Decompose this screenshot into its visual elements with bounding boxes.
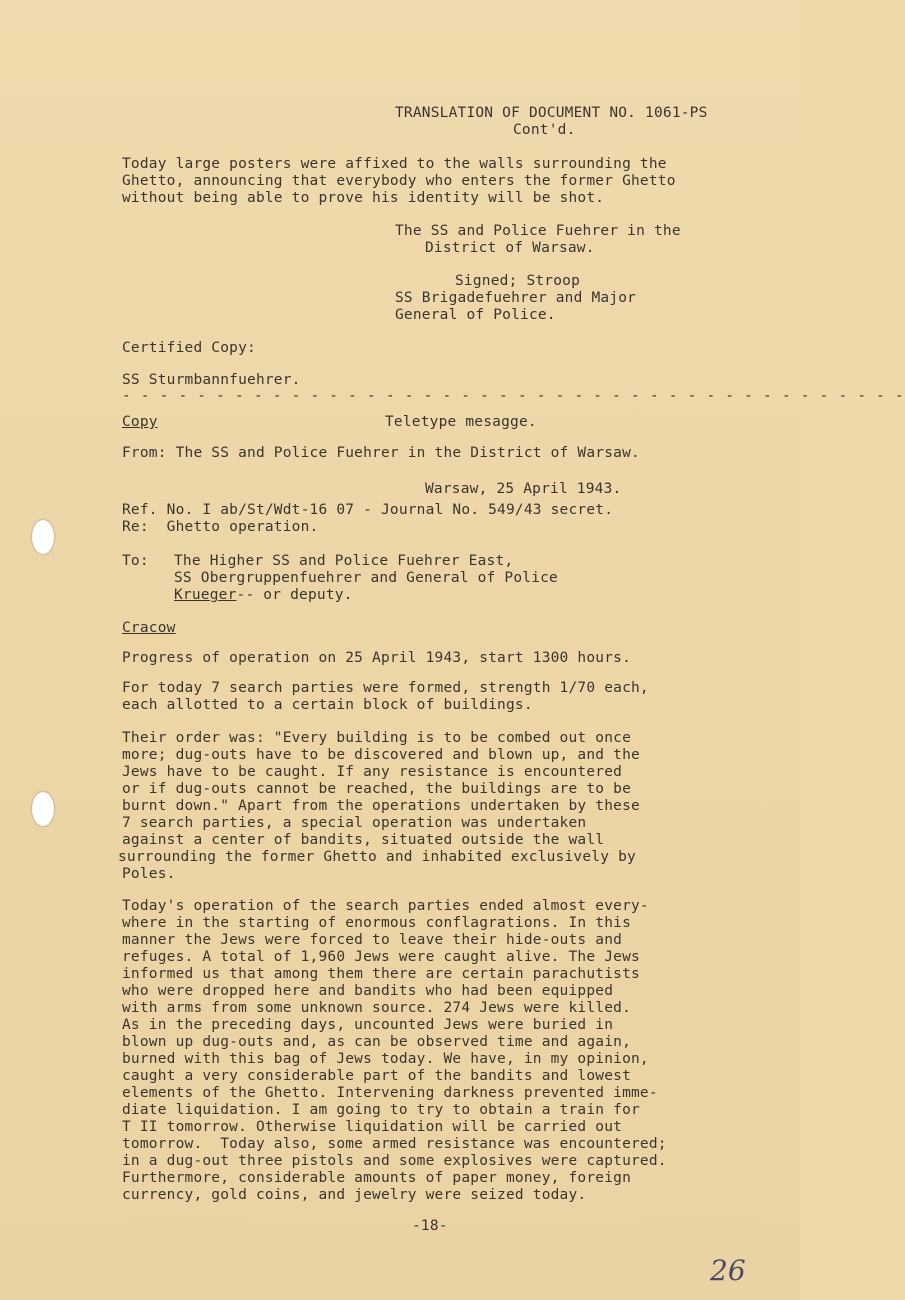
certified-copy: Certified Copy: bbox=[122, 340, 256, 356]
paragraph-line: elements of the Ghetto. Intervening darkness prevented imme- bbox=[122, 1085, 658, 1101]
recipient-name: Krueger bbox=[174, 587, 237, 603]
handwritten-folio bbox=[708, 1252, 752, 1286]
date-line: Warsaw, 25 April 1943. bbox=[425, 481, 622, 497]
paragraph-line: Their order was: "Every building is to be combed out once bbox=[122, 730, 631, 746]
intro-line: without being able to prove his identity will be shot. bbox=[122, 190, 605, 206]
paragraph-line: refuges. A total of 1,960 Jews were caught alive. The Jews bbox=[122, 949, 640, 965]
recipient-name-line bbox=[174, 587, 353, 604]
paragraph-line: with arms from some unknown source. 274 Jews were killed. bbox=[122, 1000, 631, 1016]
punch-hole bbox=[32, 520, 54, 554]
from-line: From: The SS and Police Fuehrer in the District of Warsaw. bbox=[122, 445, 640, 461]
paragraph-line: more; dug-outs have to be discovered and blown up, and the bbox=[122, 747, 640, 763]
signature-line: SS Brigadefuehrer and Major bbox=[395, 290, 637, 306]
paragraph-line: 7 search parties, a special operation was undertaken bbox=[122, 815, 587, 831]
recipient-line: SS Obergruppenfuehrer and General of Police bbox=[174, 570, 558, 586]
handwritten-folio-text: 26 bbox=[710, 1254, 746, 1287]
paragraph-line: burned with this bag of Jews today. We have, in my opinion, bbox=[122, 1051, 649, 1067]
paragraph-line: against a center of bandits, situated outside the wall bbox=[122, 832, 605, 848]
paragraph-line: in a dug-out three pistols and some explosives were captured. bbox=[122, 1153, 667, 1169]
paragraph-line: surrounding the former Ghetto and inhabited exclusively by bbox=[118, 849, 636, 865]
paragraph-line: tomorrow. Today also, some armed resistance was encountered; bbox=[122, 1136, 667, 1152]
teletype-heading: Teletype mesagge. bbox=[385, 414, 537, 430]
paragraph-line: Poles. bbox=[122, 866, 176, 882]
punch-hole bbox=[32, 792, 54, 826]
place-line: Cracow bbox=[122, 620, 176, 636]
paragraph-line: caught a very considerable part of the bandits and lowest bbox=[122, 1068, 631, 1084]
paragraph-line: informed us that among them there are certain parachutists bbox=[122, 966, 640, 982]
paragraph-line: T II tomorrow. Otherwise liquidation will be carried out bbox=[122, 1119, 623, 1135]
page-number: -18- bbox=[412, 1218, 448, 1234]
progress-line: Progress of operation on 25 April 1943, start 1300 hours. bbox=[122, 650, 631, 666]
paragraph-line: blown up dug-outs and, as can be observed time and again, bbox=[122, 1034, 631, 1050]
paragraph-line: where in the starting of enormous conflagrations. In this bbox=[122, 915, 631, 931]
recipient-line: The Higher SS and Police Fuehrer East, bbox=[174, 553, 514, 569]
paragraph-line: manner the Jews were forced to leave their hide-outs and bbox=[122, 932, 623, 948]
signature-block-line: The SS and Police Fuehrer in the bbox=[395, 223, 681, 239]
paragraph-line: For today 7 search parties were formed, strength 1/70 each, bbox=[122, 680, 649, 696]
paragraph-line: each allotted to a certain block of buildings. bbox=[122, 697, 533, 713]
rank-line: SS Sturmbannfuehrer. bbox=[122, 372, 301, 388]
divider-line: - - - - - - - - - - - - - - - - - - - - - - - - - - - - - - - - - - - - - - - - - - bbox=[122, 388, 905, 404]
paragraph-line: Jews have to be caught. If any resistance is encountered bbox=[122, 764, 623, 780]
intro-line: Today large posters were affixed to the walls surrounding the bbox=[122, 156, 667, 172]
paragraph-line: diate liquidation. I am going to try to obtain a train for bbox=[122, 1102, 640, 1118]
document-title: TRANSLATION OF DOCUMENT NO. 1061-PS bbox=[395, 105, 708, 121]
paragraph-line: burnt down." Apart from the operations undertaken by these bbox=[122, 798, 640, 814]
signature-line: General of Police. bbox=[395, 307, 556, 323]
signature-line: Signed; Stroop bbox=[455, 273, 581, 289]
signature-block-line: District of Warsaw. bbox=[425, 240, 595, 256]
paragraph-line: who were dropped here and bandits who had been equipped bbox=[122, 983, 614, 999]
document-contd: Cont'd. bbox=[513, 122, 576, 138]
copy-label: Copy bbox=[122, 414, 158, 430]
to-label: To: bbox=[122, 553, 149, 569]
paragraph-line: Furthermore, considerable amounts of paper money, foreign bbox=[122, 1170, 631, 1186]
paragraph-line: Today's operation of the search parties ended almost every- bbox=[122, 898, 649, 914]
paragraph-line: As in the preceding days, uncounted Jews were buried in bbox=[122, 1017, 614, 1033]
paragraph-line: currency, gold coins, and jewelry were seized today. bbox=[122, 1187, 587, 1203]
paragraph-line: or if dug-outs cannot be reached, the buildings are to be bbox=[122, 781, 631, 797]
subject-line: Re: Ghetto operation. bbox=[122, 519, 319, 535]
intro-line: Ghetto, announcing that everybody who enters the former Ghetto bbox=[122, 173, 676, 189]
recipient-tail: -- or deputy. bbox=[236, 587, 353, 603]
reference-line: Ref. No. I ab/St/Wdt-16 07 - Journal No. 549/43 secret. bbox=[122, 502, 614, 518]
